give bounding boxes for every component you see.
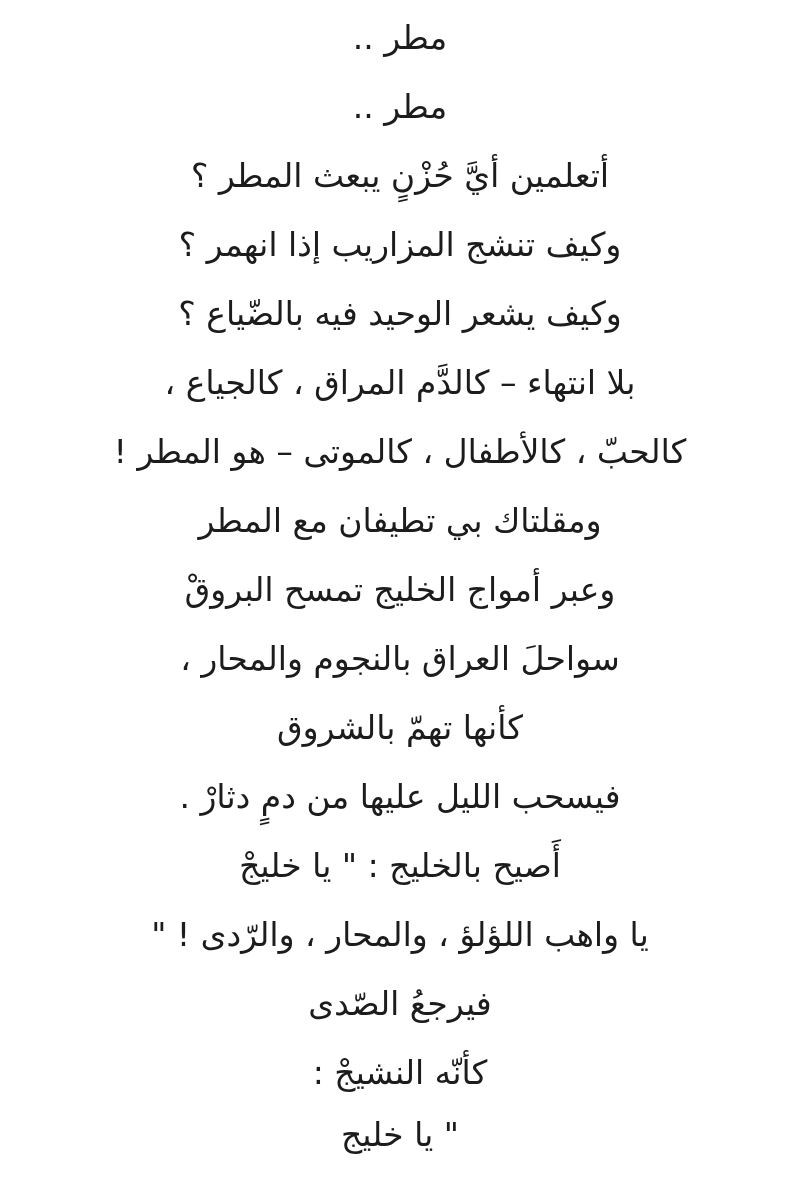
poem-line: يا واهب اللؤلؤ ، والمحار ، والرّدى ! " [151,915,649,954]
poem-line: وكيف يشعر الوحيد فيه بالضّياع ؟ [178,294,622,333]
poem-line: مطر .. [352,18,448,57]
poem-line: " يا خليج [341,1115,459,1154]
poem-line: وكيف تنشج المزاريب إذا انهمر ؟ [178,225,622,264]
poem-line: فيرجعُ الصّدى [308,984,492,1023]
poem-line: أتعلمين أيَّ حُزْنٍ يبعث المطر ؟ [190,156,610,195]
poem-line: كالحبّ ، كالأطفال ، كالموتى – هو المطر ! [113,432,687,471]
poem-line: كأنها تهمّ بالشروق [276,708,524,747]
poem-line: كأنّه النشيجْ : [312,1053,488,1092]
poem-line: بلا انتهاء – كالدَّم المراق ، كالجياع ، [164,363,636,402]
poem-line: ومقلتاك بي تطيفان مع المطر [198,501,602,540]
poem-line: وعبر أمواج الخليج تمسح البروقْ [184,570,616,609]
poem-line: فيسحب الليل عليها من دمٍ دثارْ . [179,777,621,816]
poem-line: مطر .. [352,87,448,126]
poem-line: أَصيح بالخليج : " يا خليجْ [239,846,561,885]
poem-line: سواحلَ العراق بالنجوم والمحار ، [180,639,620,678]
